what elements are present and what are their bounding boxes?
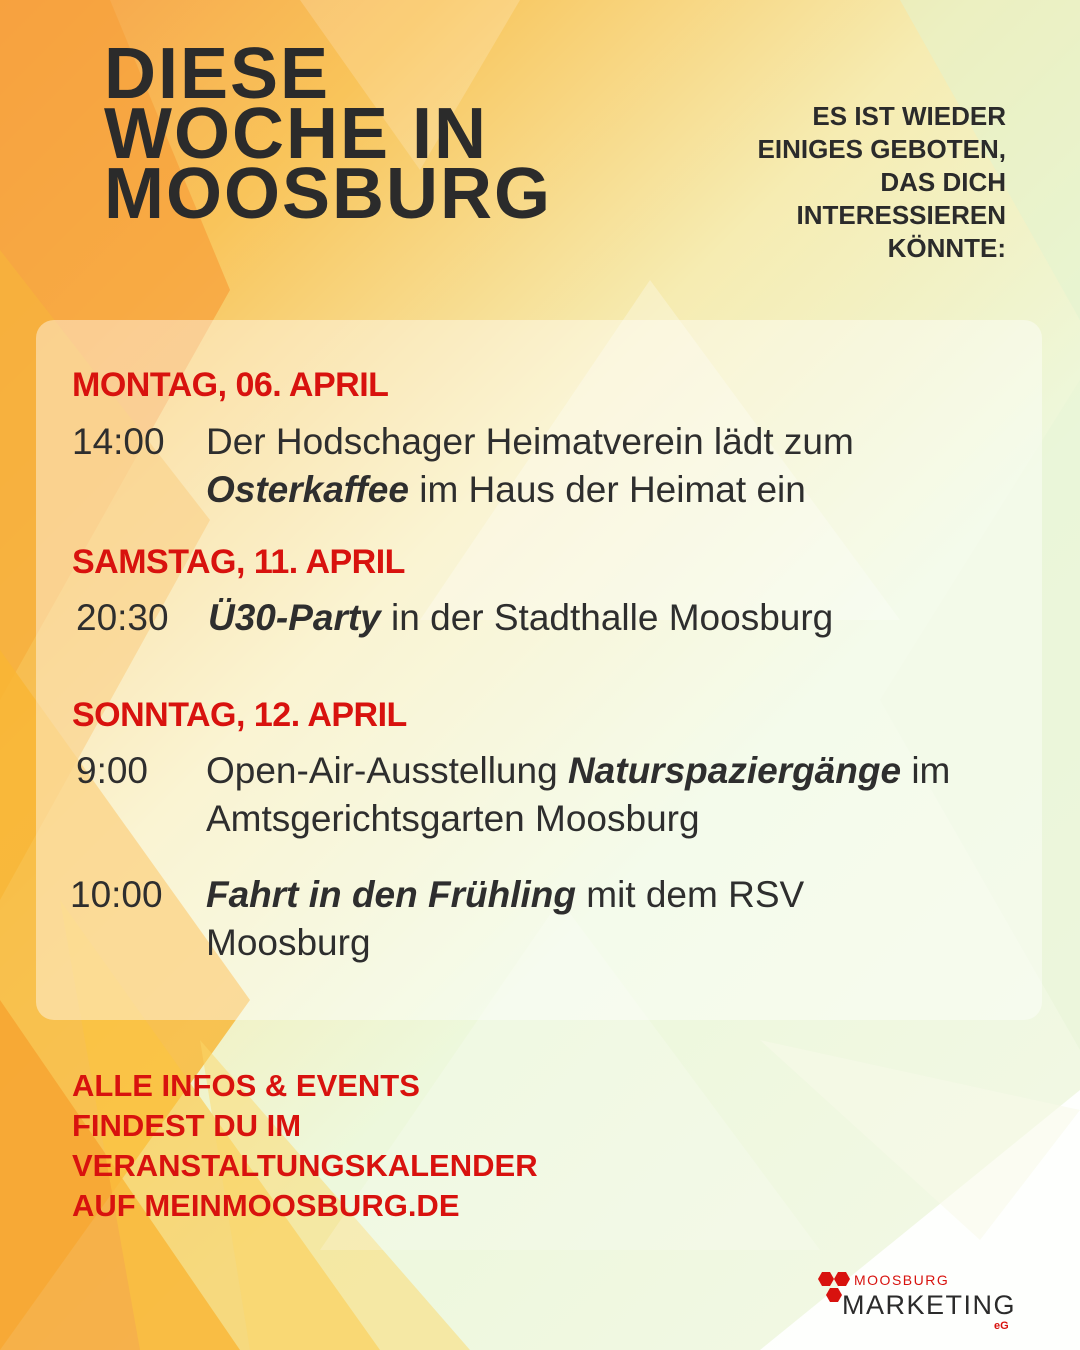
event-time: 10:00 (70, 874, 163, 915)
event-highlight: Naturspaziergänge (567, 750, 902, 791)
event-highlight: Osterkaffee (206, 469, 409, 510)
event-text: mit dem RSV Moosburg (206, 874, 805, 963)
event-time: 20:30 (76, 597, 169, 638)
event-highlight: Ü30-Party (208, 597, 381, 638)
event-text: in der Stadthalle Moosburg (380, 597, 834, 638)
footer-callout (72, 1066, 538, 1226)
subtitle-line: EINIGES GEBOTEN, (757, 134, 1006, 164)
event-time: 14:00 (72, 421, 165, 462)
logo-text-main: MARKETING (842, 1290, 1017, 1320)
title-line: MOOSBURG (104, 154, 552, 234)
day-heading-saturday: SAMSTAG, 11. APRIL (72, 543, 405, 581)
event-description (208, 594, 1028, 642)
footer-line: VERANSTALTUNGSKALENDER (72, 1148, 538, 1183)
logo-text-top: MOOSBURG (854, 1272, 950, 1288)
subtitle (686, 100, 1006, 265)
logo-text-suffix: eG (994, 1320, 1009, 1332)
moosburg-marketing-logo (812, 1270, 1052, 1334)
page-title (104, 34, 552, 234)
subtitle-line: KÖNNTE: (887, 233, 1006, 263)
event-description (206, 418, 966, 514)
footer-line: ALLE INFOS & EVENTS (72, 1068, 420, 1103)
subtitle-line: INTERESSIEREN (796, 200, 1006, 230)
title-line: WOCHE IN (104, 94, 488, 174)
event-description (206, 747, 1006, 843)
event-text: im Haus der Heimat ein (408, 469, 806, 510)
event-text: Open-Air-Ausstellung (206, 750, 568, 791)
event-text: Der Hodschager Heimatverein lädt zum (206, 421, 854, 462)
day-heading-sunday: SONNTAG, 12. APRIL (72, 696, 407, 734)
title-line: DIESE (104, 34, 331, 114)
event-highlight: Fahrt in den Frühling (206, 874, 576, 915)
subtitle-line: DAS DICH (880, 167, 1006, 197)
footer-line: FINDEST DU IM (72, 1108, 302, 1143)
day-heading-monday: MONTAG, 06. APRIL (72, 366, 389, 404)
footer-line: AUF MEINMOOSBURG.DE (72, 1188, 460, 1223)
event-time: 9:00 (76, 750, 149, 791)
event-text: im Amtsgerichtsgarten Moosburg (206, 750, 951, 839)
subtitle-line: ES IST WIEDER (812, 101, 1006, 131)
event-description (206, 871, 866, 967)
